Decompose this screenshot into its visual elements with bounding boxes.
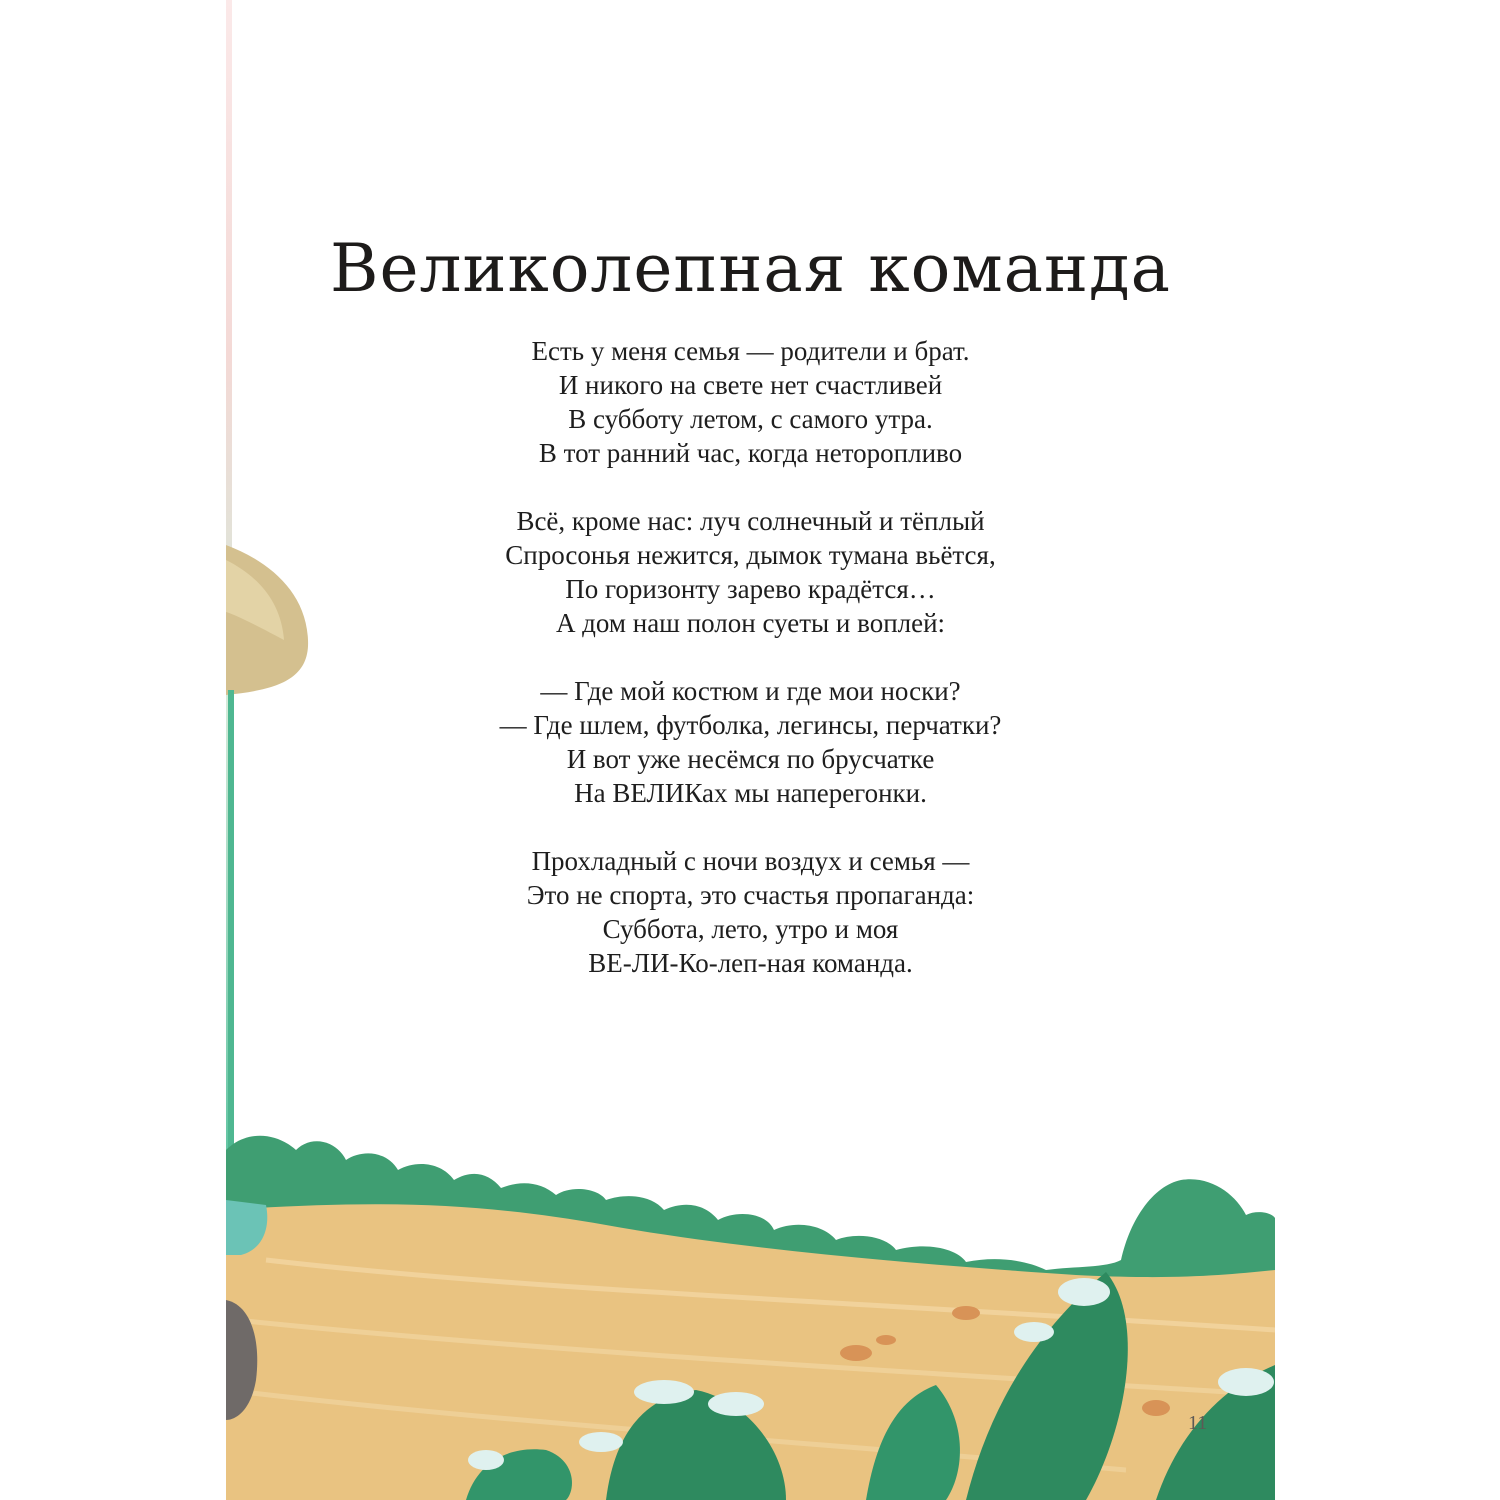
poem-line: И вот уже несёмся по брусчатке	[566, 744, 935, 774]
poem-line: И никого на свете нет счастливей	[558, 370, 943, 400]
stanza	[226, 334, 1275, 470]
poem-title: Великолепная команда	[329, 230, 1172, 307]
poem-line: В тот ранний час, когда неторопливо	[538, 438, 963, 468]
poem-line: Всё, кроме нас: луч солнечный и тёплый	[516, 506, 985, 536]
poem-line: На ВЕЛИКах мы наперегонки.	[574, 778, 927, 808]
poem-line: По горизонту зарево крадётся…	[565, 574, 936, 604]
poem-line: — Где мой костюм и где мои носки?	[540, 676, 961, 706]
poem-line: Прохладный с ночи воздух и семья —	[531, 846, 970, 876]
poem-line: Есть у меня семья — родители и брат.	[531, 336, 970, 366]
poem-line: Это не спорта, это счастья пропаганда:	[526, 880, 975, 910]
stanza	[226, 844, 1275, 980]
poem-line: В субботу летом, с самого утра.	[568, 404, 933, 434]
poem-line: Спросонья нежится, дымок тумана вьётся,	[505, 540, 996, 570]
book-page	[226, 0, 1275, 1500]
page-number: 11	[1188, 1412, 1208, 1434]
stanza	[226, 674, 1275, 810]
poem-line: А дом наш полон суеты и воплей:	[555, 608, 946, 638]
poem-body	[226, 334, 1275, 1014]
poem-line: Суббота, лето, утро и моя	[602, 914, 899, 944]
poem-line: — Где шлем, футболка, легинсы, перчатки?	[499, 710, 1002, 740]
poem-line: ВЕ-ЛИ-Ко-леп-ная команда.	[588, 948, 913, 978]
stanza	[226, 504, 1275, 640]
